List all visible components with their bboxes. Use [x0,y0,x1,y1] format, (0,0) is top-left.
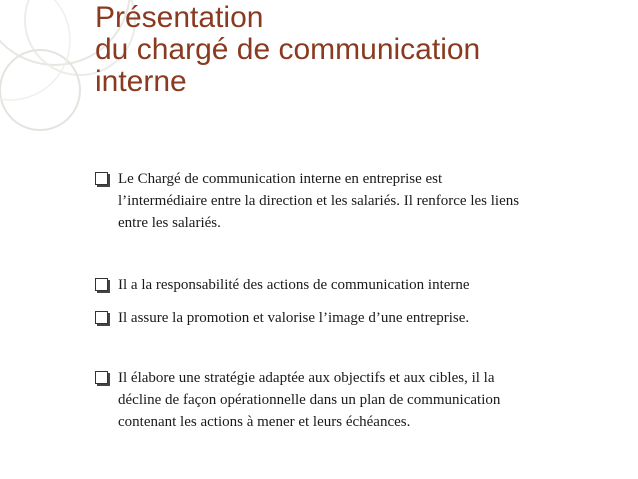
checkbox-bullet-icon [95,371,108,384]
checkbox-bullet-icon [95,278,108,291]
bullet-item [95,274,470,296]
bullet-text: Il élabore une stratégie adaptée aux objectifs et aux cibles, il la décline de façon opérationnelle dans un plan de communication contenant les actions à mener et leurs échéances. [118,370,501,430]
bullet-item [95,367,535,433]
title-line-1: Présentation [95,1,264,34]
slide-title [95,2,625,98]
bullet-item [95,168,535,234]
bullet-text: Il a la responsabilité des actions de communication interne [118,277,470,293]
title-line-3: interne [95,65,187,98]
bullet-item [95,307,469,329]
checkbox-bullet-icon [95,311,108,324]
checkbox-bullet-icon [95,172,108,185]
bullet-text: Il assure la promotion et valorise l’image d’une entreprise. [118,310,470,326]
title-line-2: du chargé de communication [95,33,481,66]
bullet-text: Le Chargé de communication interne en entreprise est l’intermédiaire entre la direction et les salariés. Il renforce les liens entre les salariés. [118,171,520,231]
